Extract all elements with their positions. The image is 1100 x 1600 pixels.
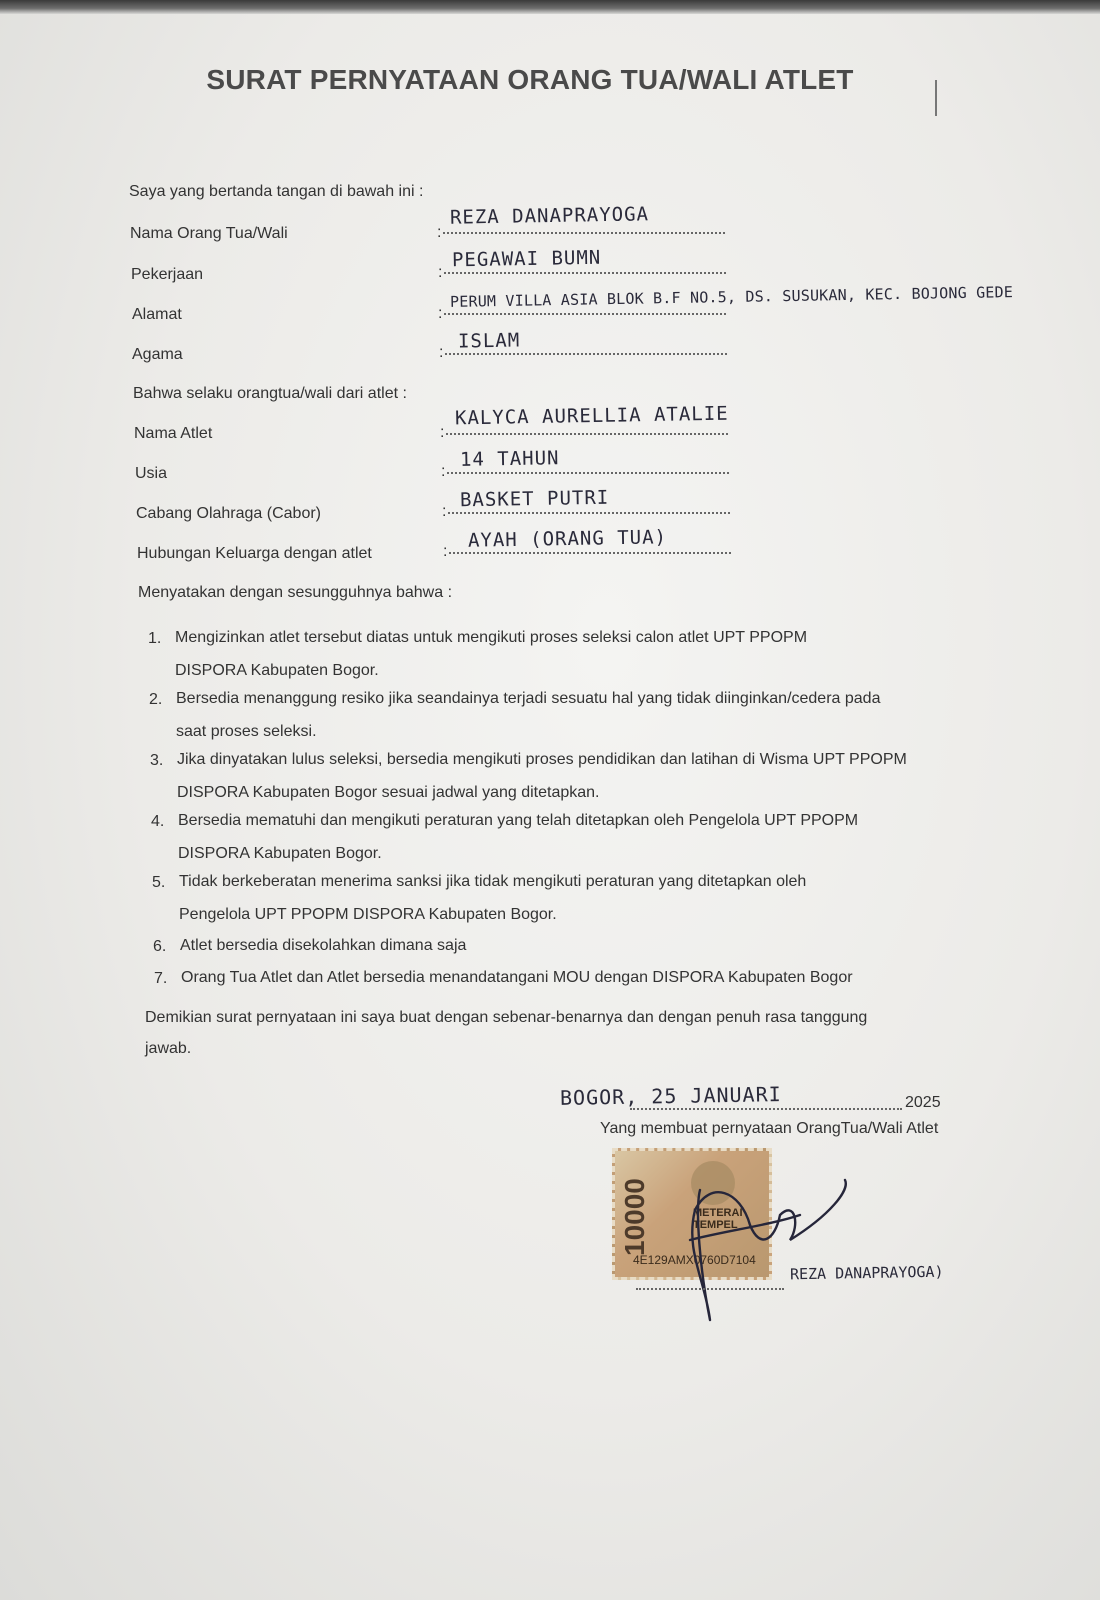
statement-intro-text: Menyatakan dengan sesungguhnya bahwa : [138,584,453,601]
field-label-relationship: Hubungan Keluarga dengan atlet [137,545,372,562]
stamp-value: 10000 [619,1178,650,1256]
statement-line: Bersedia menanggung resiko jika seandainya terjadi sesuatu hal yang tidak diinginkan/cedera pada [176,690,881,707]
fill-line [446,433,728,435]
field-value-address: PERUM VILLA ASIA BLOK B.F NO.5, DS. SUSUKAN, KEC. BOJONG GEDE [449,283,1014,311]
item-number: 1. [148,630,162,647]
item-number: 3. [150,752,164,769]
item-number: 4. [151,813,165,830]
item-number: 2. [149,691,163,708]
statement-line: Tidak berkeberatan menerima sanksi jika tidak mengikuti peraturan yang ditetapkan oleh [179,873,807,890]
field-label-occupation: Pekerjaan [131,266,204,283]
colon: : [438,305,443,322]
signer-name: REZA DANAPRAYOGA) [789,1262,944,1284]
fill-line [444,313,726,315]
document-title: SURAT PERNYATAAN ORANG TUA/WALI ATLET [206,64,854,95]
field-label-age: Usia [135,465,168,482]
field-value-religion: ISLAM [457,329,521,353]
fill-line [444,272,726,274]
item-number: 7. [154,970,168,987]
statement-line: DISPORA Kabupaten Bogor. [178,845,382,862]
colon: : [443,543,448,560]
statement-line: Jika dinyatakan lulus seleksi, bersedia mengikuti proses pendidikan dan latihan di Wisma UPT PPOPM [177,751,907,768]
field-value-parent-name: REZA DANAPRAYOGA [449,203,650,229]
fill-line [636,1288,784,1290]
field-label-sport: Cabang Olahraga (Cabor) [136,505,321,522]
colon: : [441,463,446,480]
closing-line: Demikian surat pernyataan ini saya buat dengan sebenar-benarnya dan dengan penuh rasa tanggung [145,1009,868,1026]
fill-line [447,472,729,474]
field-value-age: 14 TAHUN [459,447,560,471]
margin-mark [935,80,937,116]
field-value-occupation: PEGAWAI BUMN [451,246,602,272]
colon: : [439,344,444,361]
fill-line [448,512,730,514]
handwritten-date: BOGOR, 25 JANUARI [559,1082,782,1110]
stamp-serial: 4E129AMX0760D7104 [633,1253,756,1267]
field-label-parent-name: Nama Orang Tua/Wali [130,225,288,242]
colon: : [438,264,443,281]
field-value-sport: BASKET PUTRI [459,486,610,512]
colon: : [442,503,447,520]
statement-line: Pengelola UPT PPOPM DISPORA Kabupaten Bogor. [179,906,557,923]
statement-line: Bersedia mematuhi dan mengikuti peraturan yang telah ditetapkan oleh Pengelola UPT PPOPM [178,812,859,829]
field-value-athlete-name: KALYCA AURELLIA ATALIE [454,402,729,430]
fill-line [443,232,725,234]
statement-line: saat proses seleksi. [176,723,317,740]
intro-text: Saya yang bertanda tangan di bawah ini : [129,183,424,200]
statement-line: DISPORA Kabupaten Bogor sesuai jadwal yang ditetapkan. [177,784,600,801]
athlete-intro-text: Bahwa selaku orangtua/wali dari atlet : [133,385,407,402]
field-label-religion: Agama [132,346,183,363]
field-value-relationship: AYAH (ORANG TUA) [467,526,668,552]
fill-line [449,552,731,554]
item-number: 5. [152,874,166,891]
field-label-address: Alamat [132,306,182,323]
statement-line: DISPORA Kabupaten Bogor. [175,662,379,679]
scanner-edge [0,0,1100,14]
fill-line [445,353,727,355]
statement-line: Atlet bersedia disekolahkan dimana saja [180,937,467,954]
date-year: 2025 [905,1094,941,1111]
stamp-text: METERAI TEMPEL [693,1207,743,1231]
field-label-athlete-name: Nama Atlet [134,425,213,442]
fill-line [630,1108,902,1110]
statement-line: Mengizinkan atlet tersebut diatas untuk mengikuti proses seleksi calon atlet UPT PPOPM [175,629,808,646]
item-number: 6. [153,938,167,955]
signature-caption: Yang membuat pernyataan OrangTua/Wali Atlet [600,1120,939,1137]
signature-icon [600,1130,860,1330]
statement-line: Orang Tua Atlet dan Atlet bersedia menandatangani MOU dengan DISPORA Kabupaten Bogor [181,969,853,986]
closing-line: jawab. [145,1040,192,1057]
colon: : [440,424,445,441]
colon: : [437,224,442,241]
